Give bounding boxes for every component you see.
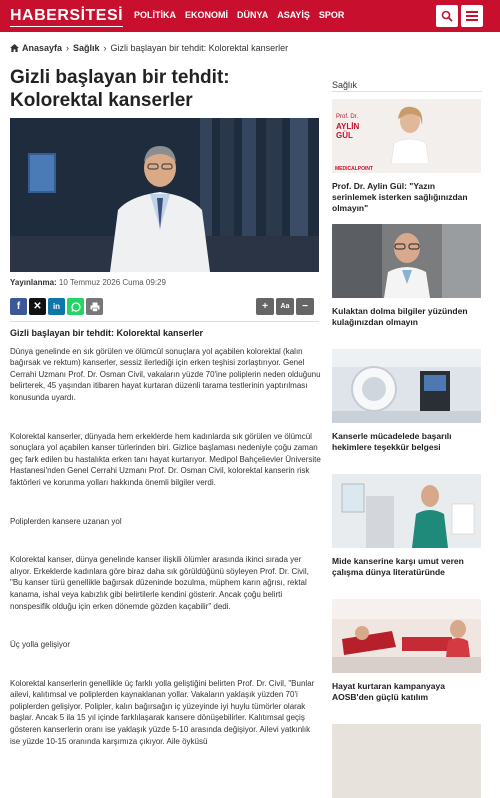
card-image-brand: MEDICALPOINT — [335, 166, 374, 172]
article-paragraph: Kolorektal kanserler, dünyada hem erkeklerde hem kadınlarda sık görülen ve ölümcül sonuçlara yol açabilen kanser türlerinden biri. Gizlice başlaması nedeniyle çoğu zaman geç fark edilen bu hastalıkta erken tanı hayat kurtarıyor. Medipol Bahçelievler Üniversite Hastanesi'nden Genel Cerrahi Uzmanı Prof. Dr. Osman Civil, kolorektal kanserin risk faktörleri ve korunma yolları hakkında önemli bilgiler verdi. — [10, 431, 321, 487]
font-increase-button[interactable] — [256, 298, 274, 315]
x-icon: ✕ — [33, 301, 42, 312]
facebook-icon: f — [16, 301, 21, 312]
sidebar-card[interactable] — [332, 99, 481, 214]
font-size-icon: Aa — [280, 303, 290, 310]
sidebar-card-image — [332, 724, 481, 798]
facebook-share-button[interactable] — [10, 298, 27, 315]
print-icon — [90, 302, 100, 312]
sidebar-divider — [332, 91, 482, 92]
sidebar-card-image — [332, 599, 481, 673]
sidebar-card[interactable] — [332, 224, 481, 328]
linkedin-icon: in — [52, 302, 61, 311]
font-tools — [256, 298, 314, 315]
search-button[interactable] — [436, 5, 458, 27]
breadcrumb-current: Gizli başlayan bir tehdit: Kolorektal kanserler — [110, 43, 289, 53]
article-paragraph: Kolorektal kanserlerin genellikle üç farklı yolla geliştiğini belirten Prof. Dr. Civil, "Bunlar ailevi, kalıtımsal ve poliplerden kaynaklanan yollar. Vakaların yaklaşık yüzden 70'i poliplerden gelişiyor. Polipler, kalın bağırsağın iç yüzeyinde iyi huylu tümörler olarak başlar. Ancak 5 ila 15 yıl içinde farklılaşarak kansere dönüşebilirler. Kalıtımsal geçiş gösteren kanserlerin oranı ise yaklaşık yüzde 5-10 arasında değişiyor. Ailevi yatkınlık ise yüzde 10-15 oranında karşımıza çıkıyor. Aile öyküsü — [10, 678, 315, 746]
sidebar-heading: Sağlık — [332, 80, 358, 90]
card-image-text: GÜL — [336, 131, 353, 140]
nav-item-spor[interactable]: SPOR — [318, 10, 345, 20]
sidebar-card-image — [332, 224, 481, 298]
nav-item-asayis[interactable]: ASAYİŞ — [277, 10, 310, 20]
card-image-text: AYLİN — [336, 122, 360, 131]
whatsapp-icon — [71, 302, 81, 312]
chevron-right-icon: › — [103, 43, 107, 53]
article-body — [10, 328, 322, 774]
nav-item-ekonomi[interactable]: EKONOMİ — [185, 10, 229, 20]
main-nav — [134, 10, 353, 20]
page-title: Gizli başlayan bir tehdit: Kolorektal kanserler — [10, 67, 230, 111]
sidebar-card[interactable] — [332, 724, 481, 798]
sidebar-card[interactable] — [332, 474, 481, 578]
breadcrumb — [10, 43, 288, 53]
plus-icon: + — [262, 301, 268, 312]
article-paragraph: Dünya genelinde en sık görülen ve ölümcül sonuçlara yol açabilen kolorektal (kalın bağırsak ve rektum) kanserler, sessiz ilerlediği için erken teşhisi zorlaştırıyor. Genel Cerrahi Uzmanı Prof. Dr. Osman Civil, vakaların yüzde 70'ine poliplerin neden olduğunu belirterek, 45 yaşından itibaren hayat kurtaran düzenli tarama testlerinin yaptırılması konusunda uyardı. — [10, 346, 321, 402]
article-hero-image — [10, 118, 319, 272]
article-lead: Gizli başlayan bir tehdit: Kolorektal kanserler — [10, 328, 204, 338]
article-paragraph: Kolorektal kanser, dünya genelinde kanser ilişkili ölümler arasında ikinci sırada yer alıyor. Erkeklerde kadınlara göre biraz daha sık görüldüğünü söyleyen Prof. Dr. Civil, "Bu kanser türü genellikle bağırsak düzeninde bozulma, müphem karın ağrısı, rektal kanama, ishal veya kabızlık gibi belirtilerle kendini gösterir. Ancak çoğu belirti nonspesifik olduğu için erken dönemde gözden kaçabilir" dedi. — [10, 555, 309, 611]
whatsapp-share-button[interactable] — [67, 298, 84, 315]
x-share-button[interactable] — [29, 298, 46, 315]
sidebar-card[interactable] — [332, 599, 481, 703]
linkedin-share-button[interactable] — [48, 298, 65, 315]
sidebar-card[interactable] — [332, 349, 481, 453]
sidebar-card-caption[interactable]: Hayat kurtaran kampanyaya AOSB'den güçlü katılım — [332, 681, 445, 702]
sidebar-card-image — [332, 349, 481, 423]
hamburger-icon — [466, 11, 478, 21]
breadcrumb-home[interactable]: Anasayfa — [22, 43, 63, 53]
font-reset-button[interactable] — [276, 298, 294, 315]
sidebar-card-caption[interactable]: Kulaktan dolma bilgiler yüzünden kulağınızdan olmayın — [332, 306, 468, 327]
nav-item-dunya[interactable]: DÜNYA — [237, 10, 269, 20]
sidebar-card-caption[interactable]: Kanserle mücadelede başarılı hekimlere teşekkür belgesi — [332, 431, 452, 452]
chevron-right-icon: › — [66, 43, 70, 53]
site-header — [0, 0, 500, 32]
search-icon — [441, 10, 453, 22]
sidebar-card-caption[interactable]: Prof. Dr. Aylin Gül: "Yazın serinlemek isterken sağlığınızdan olmayın" — [332, 181, 468, 213]
sidebar-card-image — [332, 474, 481, 548]
breadcrumb-category[interactable]: Sağlık — [73, 43, 100, 53]
site-logo[interactable]: HABERSİTESİ — [10, 7, 123, 27]
font-decrease-button[interactable] — [296, 298, 314, 315]
article-subheading: Poliplerden kansere uzanan yol — [10, 516, 122, 526]
home-icon — [10, 44, 19, 52]
publish-date: Yayınlanma: 10 Temmuz 2026 Cuma 09:29 — [10, 278, 166, 287]
print-button[interactable] — [86, 298, 103, 315]
share-bar — [10, 298, 103, 315]
divider — [10, 321, 319, 322]
article-subheading: Üç yolla gelişiyor — [10, 640, 71, 650]
minus-icon: − — [302, 301, 308, 312]
menu-button[interactable] — [461, 5, 483, 27]
sidebar-card-caption[interactable]: Mide kanserine karşı umut veren çalışma dünya literatüründe — [332, 556, 464, 577]
nav-item-politika[interactable]: POLİTİKA — [134, 10, 176, 20]
card-image-text: Prof. Dr. — [336, 114, 359, 120]
sidebar-card-image — [332, 99, 481, 173]
